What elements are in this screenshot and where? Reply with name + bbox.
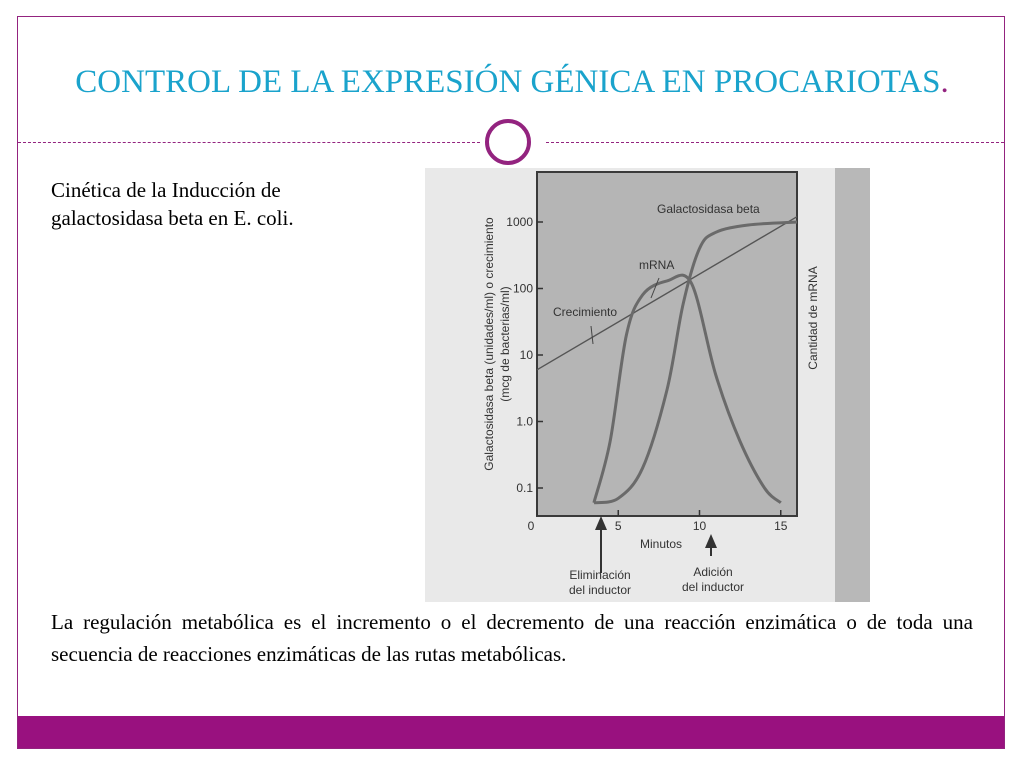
annotation-addition-line2: del inductor xyxy=(681,580,745,594)
divider-right xyxy=(546,142,1004,143)
annotation-addition-line1: Adición xyxy=(693,565,733,579)
divider-circle-icon xyxy=(485,119,531,165)
arrow-addition xyxy=(705,534,717,556)
chart-figure xyxy=(425,168,870,602)
y-tick-label: 1.0 xyxy=(516,414,533,429)
body-paragraph: La regulación metabólica es el incremento o el decremento de una reacción enzimática o de toda una secuencia de reacciones enzimáticas de las rutas metabólicas. xyxy=(51,610,973,666)
y-tick-label: 1000 xyxy=(506,215,533,229)
slide-title: CONTROL DE LA EXPRESIÓN GÉNICA EN PROCARIOTAS. xyxy=(75,64,949,100)
ylabel-left-line2: (mcg de bacterias/ml) xyxy=(498,286,512,402)
y-tick-label: 10 xyxy=(519,348,533,362)
series-label-crecimiento: Crecimiento xyxy=(553,305,618,319)
annotation-elimination-line1: Eliminación xyxy=(569,568,631,582)
title-dot: . xyxy=(940,64,949,100)
y-tick-label: 100 xyxy=(512,281,533,296)
right-shadow-strip xyxy=(835,168,870,602)
xlabel: Minutos xyxy=(639,537,683,551)
series-label-galactosidasa: Galactosidasa beta xyxy=(657,202,760,216)
divider-left xyxy=(18,142,480,143)
x-tick-label: 15 xyxy=(774,519,788,533)
y-tick-label: 0.1 xyxy=(516,481,533,495)
ylabel-left-line1: Galactosidasa beta (unidades/ml) o crecimiento xyxy=(482,217,496,471)
chart-svg xyxy=(425,168,870,602)
chart-caption: Cinética de la Inducción de galactosidasa beta en E. coli. xyxy=(51,178,294,230)
series-label-mrna: mRNA xyxy=(639,258,675,272)
ylabel-right: Cantidad de mRNA xyxy=(806,266,820,370)
footer-bar xyxy=(18,716,1004,748)
x-tick-label: 5 xyxy=(614,519,622,533)
x-tick-label: 0 xyxy=(527,519,535,533)
x-tick-label: 10 xyxy=(692,519,707,533)
arrow-elimination xyxy=(595,516,607,573)
annotation-elimination-line2: del inductor xyxy=(568,583,632,597)
